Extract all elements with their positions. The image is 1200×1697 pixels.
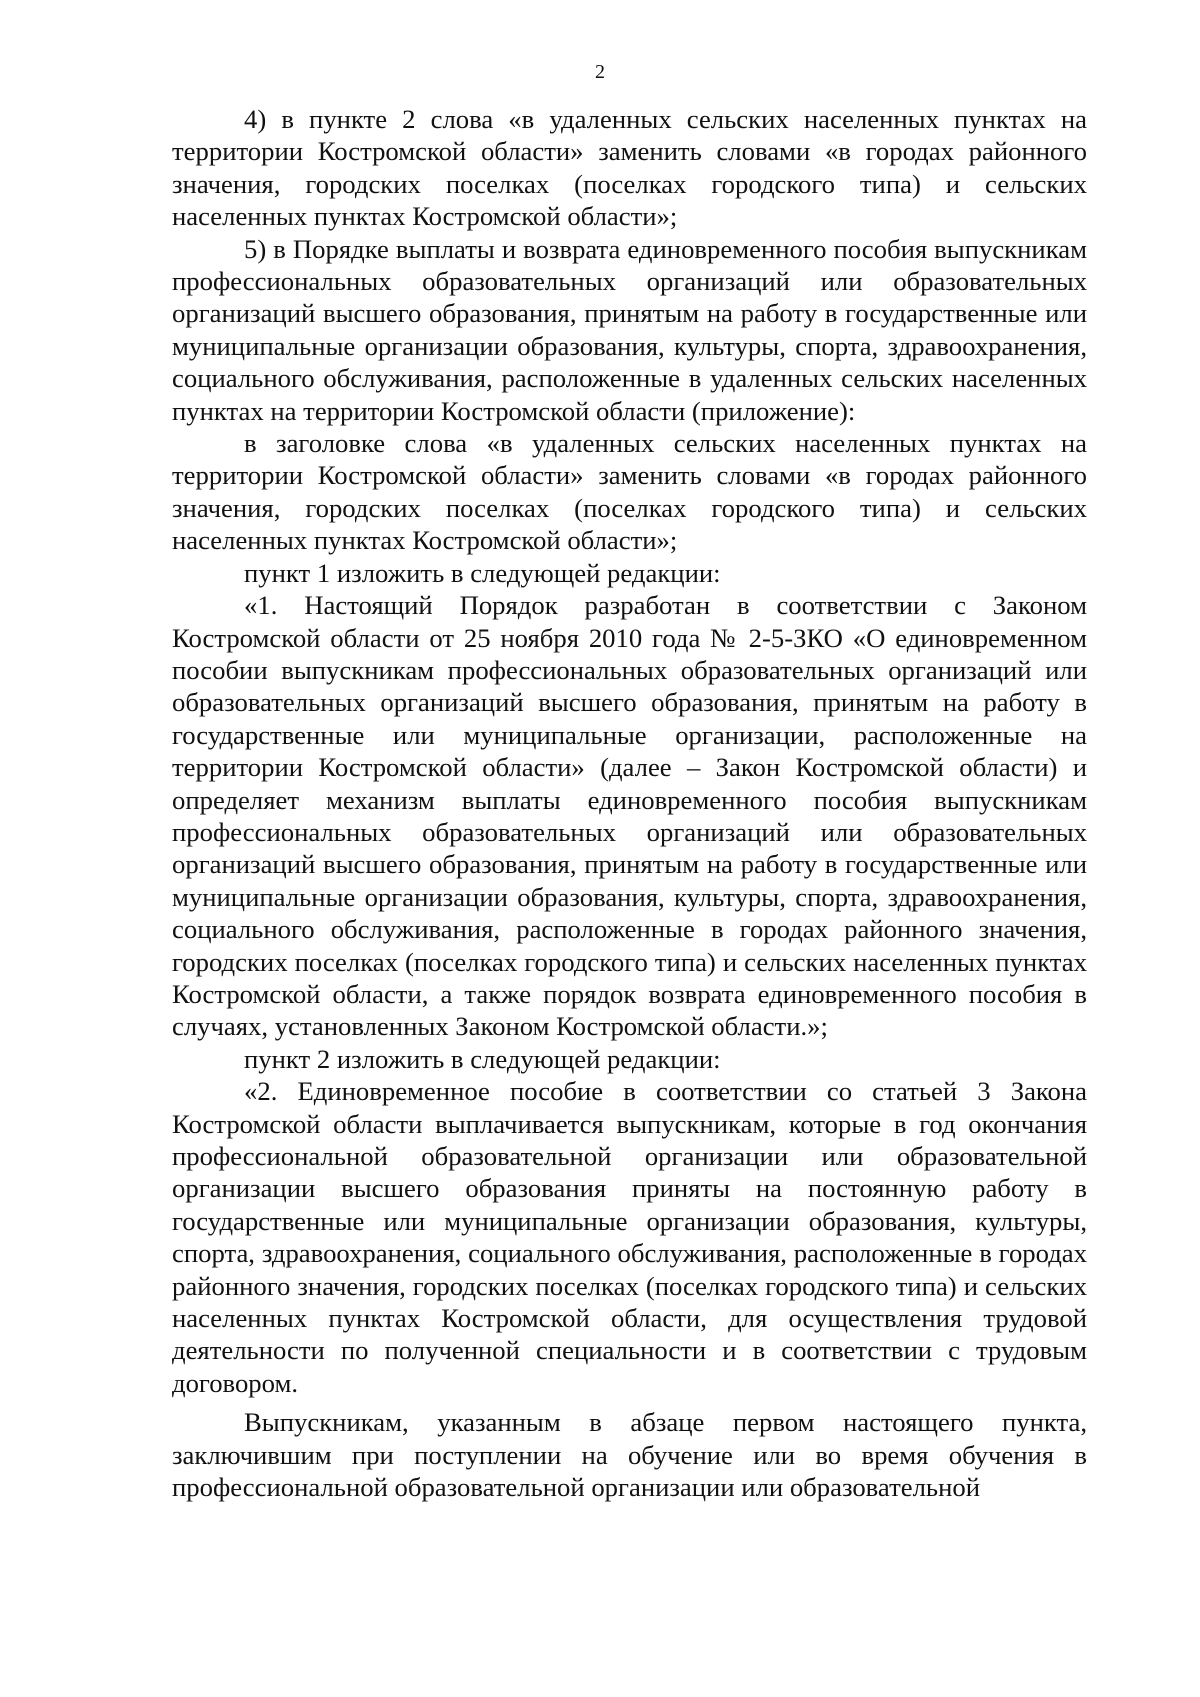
document-body [172, 103, 1087, 1503]
paragraph-point1-text: «1. Настоящий Порядок разработан в соответствии с Законом Костромской области от 25 ноября 2010 года № 2-5-ЗКО «О единовременном пособии выпускникам профессиональных образовательных организаций или образовательных организаций высшего образования, принятым на работу в государственные или муниципальные организации, расположенные на территории Костромской области» (далее – Закон Костромской области) и определяет механизм выплаты единовременного пособия выпускникам профессиональных образовательных организаций или образовательных организаций высшего образования, принятым на работу в государственные или муниципальные организации образования, культуры, спорта, здравоохранения, социального обслуживания, расположенные в городах районного значения, городских поселках (поселках городского типа) и сельских населенных пунктах Костромской области, а также порядок возврата единовременного пособия в случаях, установленных Законом Костромской области.»; [172, 590, 1087, 1042]
paragraph-point2-intro: пункт 2 изложить в следующей редакции: [244, 1043, 721, 1074]
paragraph-graduates: Выпускникам, указанным в абзаце первом настоящего пункта, заключившим при поступлении на обучение или во время обучения в профессиональной образовательной организации или образовательной [172, 1407, 1087, 1503]
paragraph-point2-text: «2. Единовременное пособие в соответствии со статьей 3 Закона Костромской области выплачивается выпускникам, которые в год окончания профессиональной образовательной организации или образовательной организации высшего образования приняты на постоянную работу в государственные или муниципальные организации образования, культуры, спорта, здравоохранения, социального обслуживания, расположенные в городах районного значения, городских поселках (поселках городского типа) и сельских населенных пунктах Костромской области, для осуществления трудовой деятельности по полученной специальности и в соответствии с трудовым договором. [172, 1076, 1087, 1398]
paragraph-point1-intro: пункт 1 изложить в следующей редакции: [244, 557, 721, 588]
paragraph-title-amendment: в заголовке слова «в удаленных сельских населенных пунктах на территории Костромской области» заменить словами «в городах районного значения, городских поселках (поселках городского типа) и сельских населенных пунктах Костромской области»; [172, 428, 1087, 556]
page-number: 2 [595, 61, 605, 83]
paragraph-item-4: 4) в пункте 2 слова «в удаленных сельских населенных пунктах на территории Костромской области» заменить словами «в городах районного значения, городских поселках (поселках городского типа) и сельских населенных пунктах Костромской области»; [172, 104, 1087, 232]
paragraph-item-5: 5) в Порядке выплаты и возврата единовременного пособия выпускникам профессиональных образовательных организаций или образовательных организаций высшего образования, принятым на работу в государственные или муниципальные организации образования, культуры, спорта, здравоохранения, социального обслуживания, расположенные в удаленных сельских населенных пунктах на территории Костромской области (приложение): [172, 233, 1087, 426]
